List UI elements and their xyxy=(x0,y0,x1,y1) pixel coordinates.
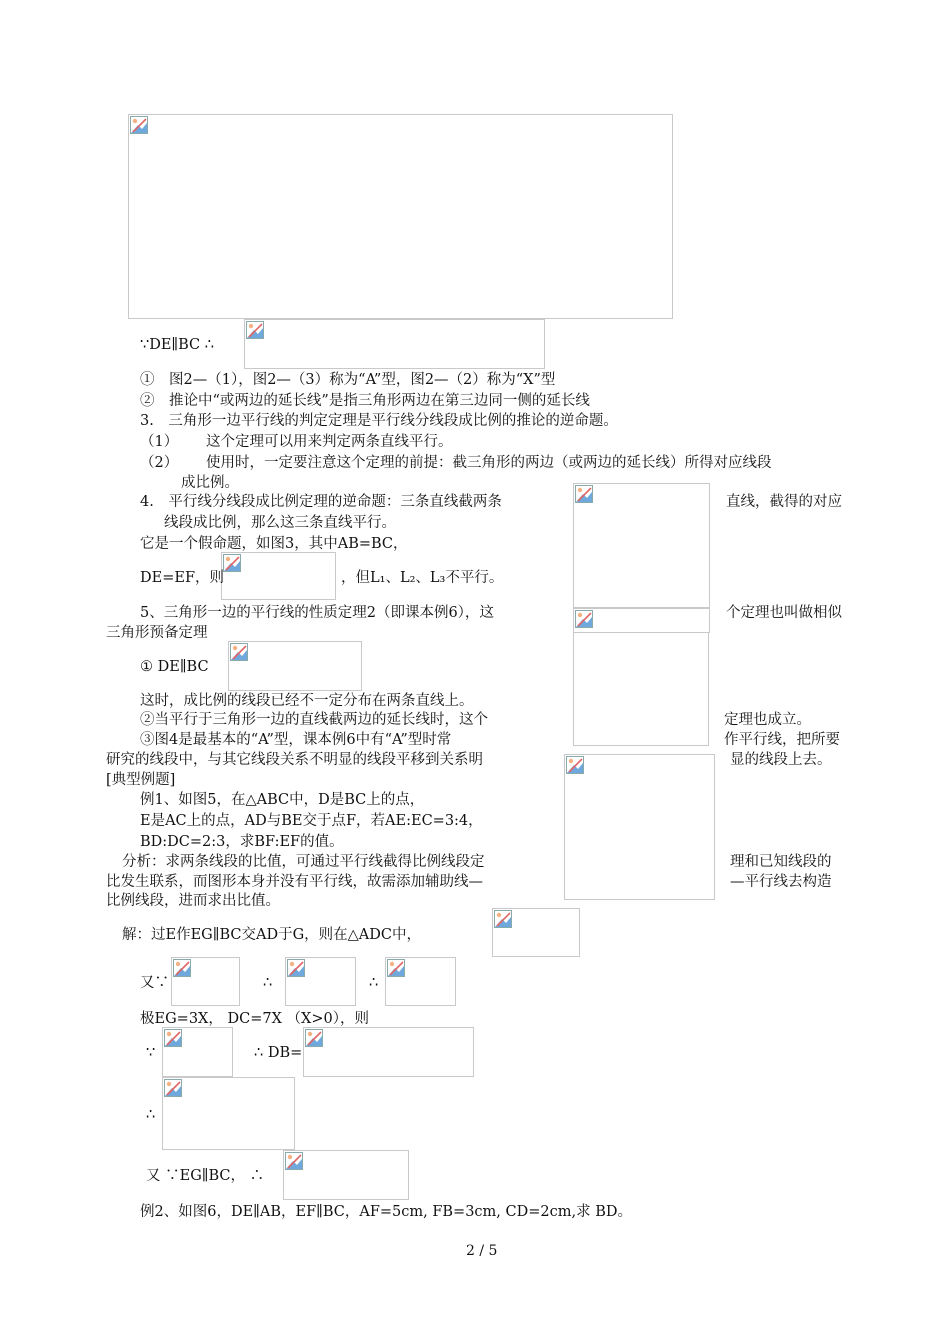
text-line: 理和已知线段的 xyxy=(730,854,832,870)
text-line: ① DE∥BC xyxy=(140,659,209,675)
text-line: ∴ xyxy=(369,975,379,991)
figure-4-image xyxy=(573,608,710,633)
text-line: 例1、如图5，在△ABC中，D是BC上的点， xyxy=(140,792,425,808)
broken-image-icon xyxy=(285,1152,303,1170)
text-line: ∴ xyxy=(263,975,273,991)
formula-image-6 xyxy=(285,957,356,1006)
text-line: 线段成比例，那么这三条直线平行。 xyxy=(164,515,396,531)
broken-image-icon xyxy=(305,1029,323,1047)
text-line: 显的线段上去。 xyxy=(730,752,832,768)
text-line: BD:DC=2:3，求BF:EF的值。 xyxy=(140,834,344,850)
text-line: 这个定理可以用来判定两条直线平行。 xyxy=(206,434,453,450)
figure-3-image xyxy=(573,483,710,608)
broken-image-icon xyxy=(575,485,593,503)
text-line: 5、三角形一边的平行线的性质定理2（即课本例6），这 xyxy=(140,605,494,621)
text-line: 例2、如图6，DE∥AB，EF∥BC，AF=5cm, FB=3cm, CD=2cm,求 BD。 xyxy=(140,1204,632,1220)
text-line: —平行线去构造 xyxy=(730,874,832,890)
broken-image-icon xyxy=(494,910,512,928)
text-line: ②当平行于三角形一边的直线截两边的延长线时，这个 xyxy=(140,712,488,728)
text-line: ，但L₁、L₂、L₃不平行。 xyxy=(341,570,504,586)
broken-image-icon xyxy=(287,959,305,977)
formula-image-10 xyxy=(162,1077,295,1150)
text-line: 三角形预备定理 xyxy=(106,625,208,641)
text-line: 4. 平行线分线段成比例定理的逆命题：三条直线截两条 xyxy=(140,494,502,510)
text-line: 极EG=3X， DC=7X （X>0），则 xyxy=(140,1011,369,1027)
text-line: 比发生联系，而图形本身并没有平行线，故需添加辅助线— xyxy=(106,874,483,890)
text-line: 个定理也叫做相似 xyxy=(726,605,842,621)
broken-image-icon xyxy=(223,554,241,572)
figure-2-image xyxy=(128,114,673,319)
text-line: 又∵ xyxy=(140,975,169,991)
text-line: ① 图2—（1），图2—（3）称为“A”型，图2—（2）称为“X”型 xyxy=(140,372,556,388)
text-line: [典型例题] xyxy=(106,772,176,788)
broken-image-icon xyxy=(164,1079,182,1097)
broken-image-icon xyxy=(566,756,584,774)
text-line: 3. 三角形一边平行线的判定定理是平行线分线段成比例的推论的逆命题。 xyxy=(140,413,618,429)
formula-image-9 xyxy=(303,1027,474,1077)
text-line: 解：过E作EG∥BC交AD于G，则在△ADC中， xyxy=(122,927,421,943)
broken-image-icon xyxy=(173,959,191,977)
figure-4b-image xyxy=(573,633,709,746)
text-line: 比例线段，进而求出比值。 xyxy=(106,893,280,909)
formula-image-5 xyxy=(171,957,240,1006)
text-line: ∴ DB= xyxy=(254,1045,303,1061)
broken-image-icon xyxy=(575,610,593,628)
broken-image-icon xyxy=(130,116,148,134)
text-line: ③图4是最基本的“A”型，课本例6中有“A”型时常 xyxy=(140,732,452,748)
text-line: E是AC上的点，AD与BE交于点F，若AE:EC=3:4， xyxy=(140,813,483,829)
text-line: ② 推论中“或两边的延长线”是指三角形两边在第三边同一侧的延长线 xyxy=(140,393,590,409)
text-line: 这时，成比例的线段已经不一定分布在两条直线上。 xyxy=(140,693,474,709)
text-line: （1） xyxy=(140,434,179,450)
text-line: 研究的线段中，与其它线段关系不明显的线段平移到关系明 xyxy=(106,752,483,768)
text-line: 直线，截得的对应 xyxy=(726,494,842,510)
broken-image-icon xyxy=(164,1029,182,1047)
page-number: 2 / 5 xyxy=(466,1243,498,1259)
text-line: DE=EF，则 xyxy=(140,570,225,586)
formula-image-3 xyxy=(228,641,362,691)
text-line: （2） xyxy=(140,455,179,471)
text-line: ∴ xyxy=(146,1107,156,1123)
text-line: 又 ∵EG∥BC， ∴ xyxy=(146,1168,265,1184)
text-line: ∵DE∥BC ∴ xyxy=(140,337,214,353)
formula-image-7 xyxy=(385,957,456,1006)
text-line: 作平行线，把所要 xyxy=(724,732,840,748)
broken-image-icon xyxy=(246,321,264,339)
text-line: 它是一个假命题，如图3，其中AB=BC， xyxy=(140,536,408,552)
figure-5-image xyxy=(564,754,715,900)
formula-image-4 xyxy=(492,908,580,957)
formula-image-1 xyxy=(244,319,545,369)
formula-image-8 xyxy=(162,1027,233,1077)
formula-image-2 xyxy=(221,552,336,600)
broken-image-icon xyxy=(387,959,405,977)
formula-image-11 xyxy=(283,1150,409,1200)
text-line: 分析：求两条线段的比值，可通过平行线截得比例线段定 xyxy=(122,854,485,870)
text-line: ∵ xyxy=(146,1045,156,1061)
broken-image-icon xyxy=(230,643,248,661)
text-line: 使用时，一定要注意这个定理的前提：截三角形的两边（或两边的延长线）所得对应线段 xyxy=(206,455,772,471)
text-line: 成比例。 xyxy=(181,475,239,491)
text-line: 定理也成立。 xyxy=(724,712,811,728)
